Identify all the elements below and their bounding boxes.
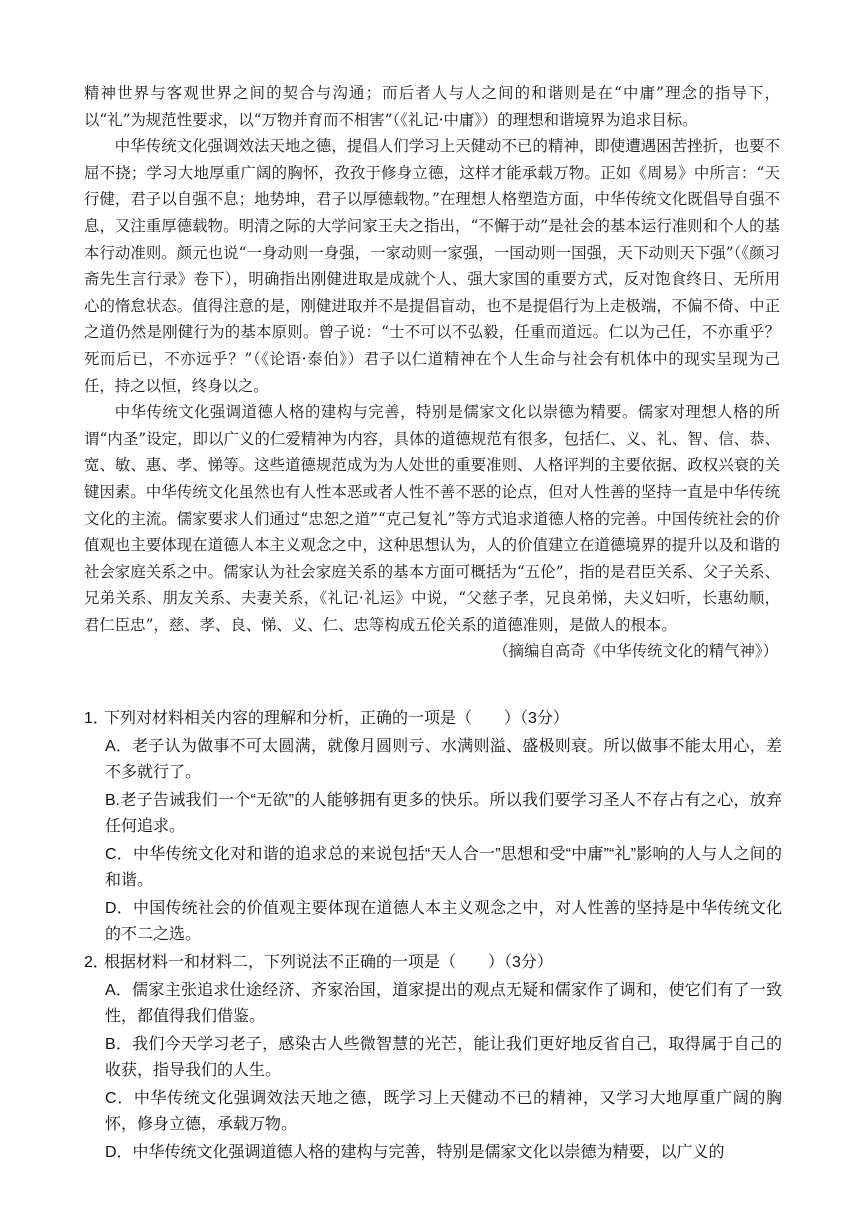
reading-passage xyxy=(84,80,780,665)
option-a: A．儒家主张追求仕途经济、齐家治国，道家提出的观点无疑和儒家作了调和，使它们有了一致性，都值得我们借鉴。 xyxy=(105,982,782,1025)
question-number: 1． xyxy=(84,710,109,727)
option-b: B．我们今天学习老子，感染古人些微智慧的光芒，能让我们更好地反省自己，取得属于自己的收获，指导我们的人生。 xyxy=(105,1036,782,1079)
option-c: C．中华传统文化强调效法天地之德，既学习上天健动不已的精神，又学习大地厚重广阔的胸怀，修身立德，承载万物。 xyxy=(105,1090,782,1133)
question-list xyxy=(84,706,782,1168)
option-list xyxy=(84,978,782,1166)
question-1 xyxy=(84,706,782,948)
question-stem xyxy=(84,706,782,732)
option-b: B.老子告诫我们一个“无欲”的人能够拥有更多的快乐。所以我们要学习圣人不存占有之心，放弃任何追求。 xyxy=(105,792,782,835)
option-list xyxy=(84,734,782,948)
option-d: D．中国传统社会的价值观主要体现在道德人本主义观念之中，对人性善的坚持是中华传统文化的不二之选。 xyxy=(105,900,782,943)
passage-paragraph: 中华传统文化强调效法天地之德，提倡人们学习上天健动不已的精神，即使遭遇困苦挫折，也要不屈不挠；学习大地厚重广阔的胸怀，孜孜于修身立德，这样才能承载万物。正如《周易》中所言：“天行健，君子以自强不息；地势坤，君子以厚德载物。”在理想人格塑造方面，中华传统文化既倡导自强不息，又注重厚德载物。明清之际的大学问家王夫之指出，“不懈于动”是社会的基本运行准则和个人的基本行动准则。颜元也说“一身动则一身强，一家动则一家强，一国动则一国强，天下动则天下强”（《颜习斋先生言行录》卷下），明确指出刚健进取是成就个人、强大家国的重要方式，反对饱食终日、无所用心的惰怠状态。值得注意的是，刚健进取并不是提倡盲动，也不是提倡行为上走极端，不偏不倚、中正之道仍然是刚健行为的基本原则。曾子说：“士不可以不弘毅，任重而道远。仁以为己任，不亦重乎？死而后已，不亦远乎？”（《论语·泰伯》）君子以仁道精神在个人生命与社会有机体中的现实呈现为己任，持之以恒，终身以之。 xyxy=(84,137,780,395)
passage-paragraph: 精神世界与客观世界之间的契合与沟通；而后者人与人之间的和谐则是在“中庸”理念的指导下，以“礼”为规范性要求，以“万物并育而不相害”（《礼记·中庸》）的理想和谐境界为追求目标。 xyxy=(84,84,780,129)
option-a: A．老子认为做事不可太圆满，就像月圆则亏、水满则溢、盛极则衰。所以做事不能太用心，差不多就行了。 xyxy=(105,738,782,781)
question-stem xyxy=(84,950,782,976)
passage-paragraph: 中华传统文化强调道德人格的建构与完善，特别是儒家文化以崇德为精要。儒家对理想人格的所谓“内圣”设定，即以广义的仁爱精神为内容，具体的道德规范有很多，包括仁、义、礼、智、信、恭、宽、敏、惠、孝、悌等。这些道德规范成为为人处世的重要准则、人格评判的主要依据、政权兴衰的关键因素。中华传统文化虽然也有人性本恶或者人性不善不恶的论点，但对人性善的坚持一直是中华传统文化的主流。儒家要求人们通过“忠恕之道”“克己复礼”等方式追求道德人格的完善。中国传统社会的价值观也主要体现在道德人本主义观念之中，这种思想认为，人的价值建立在道德境界的提升以及和谐的社会家庭关系之中。儒家认为社会家庭关系的基本方面可概括为“五伦”，指的是君臣关系、父子关系、兄弟关系、朋友关系、夫妻关系，《礼记·礼运》中说，“父慈子孝，兄良弟悌，夫义妇听，长惠幼顺，君仁臣忠”，慈、孝、良、悌、义、仁、忠等构成五伦关系的道德准则，是做人的根本。 xyxy=(84,403,780,634)
question-text: 下列对材料相关内容的理解和分析，正确的一项是（ ）（3分） xyxy=(104,710,569,727)
option-c: C．中华传统文化对和谐的追求总的来说包括“天人合一”思想和受“中庸”“礼”影响的人与人之间的和谐。 xyxy=(105,846,782,889)
question-text: 根据材料一和材料二，下列说法不正确的一项是（ ）（3分） xyxy=(104,954,553,971)
passage-source: （摘编自高奇《中华传统文化的精气神》） xyxy=(493,642,778,661)
question-number: 2． xyxy=(84,954,109,971)
option-d: D．中华传统文化强调道德人格的建构与完善，特别是儒家文化以崇德为精要，以广义的 xyxy=(105,1144,725,1161)
question-2 xyxy=(84,950,782,1166)
